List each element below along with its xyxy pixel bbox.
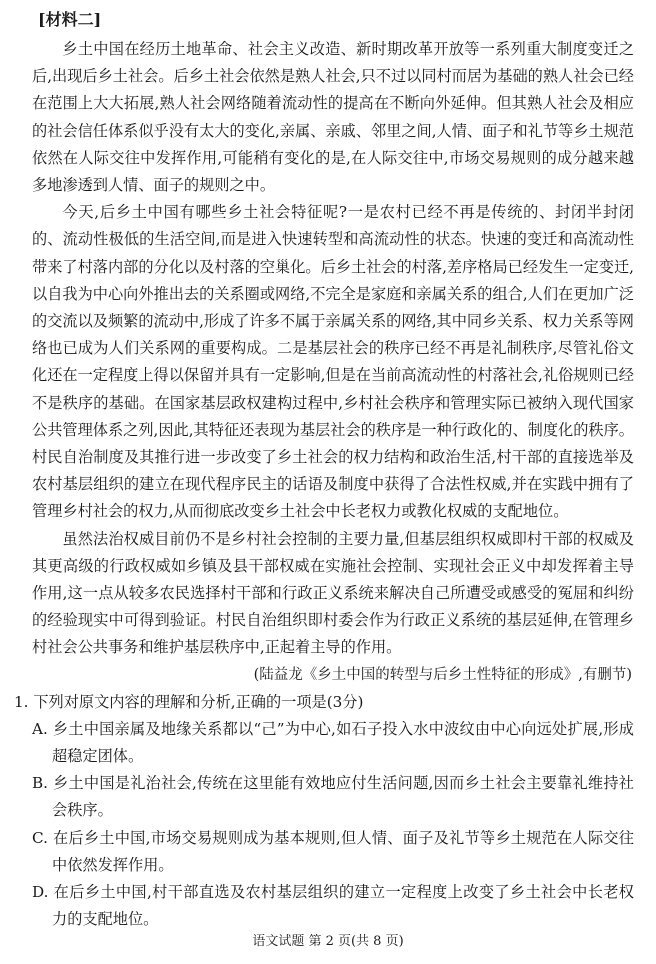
option-d: D. 在后乡土中国,村干部直选及农村基层组织的建立一定程度上改变了乡土社会中长老权力的支配地位。 <box>32 883 634 929</box>
option-b: B. 乡土中国是礼治社会,传统在这里能有效地应付生活问题,因而乡土社会主要靠礼维持社会秩序。 <box>32 774 634 820</box>
source-citation: (陆益龙《乡土中国的转型与后乡土性特征的形成》,有删节) <box>253 666 632 683</box>
paragraph-3: 虽然法治权威目前仍不是乡村社会控制的主要力量,但基层组织权威即村干部的权威及其更高级的行政权威如乡镇及县干部权威在实施社会控制、实现社会正义中却发挥着主导作用,这一点从较多农民选择村干部和行政正义系统来解决自己所遭受或感受的冤屈和纠纷的经验现实中可得到验证。村民自治组织即村委会作为行政正义系统的基层延伸,在管理乡村社会公共事务和维护基层秩序中,正起着主导的作用。 <box>32 529 634 657</box>
material-label: [材料二] <box>38 10 102 29</box>
paragraph-2: 今天,后乡土中国有哪些乡土社会特征呢?一是农村已经不再是传统的、封闭半封闭的、流动性极低的生活空间,而是进入快速转型和高流动性的状态。快速的变迁和高流动性带来了村落内部的分化以及村落的空巢化。后乡土社会的村落,差序格局已经发生一定变迁,以自我为中心向外推出去的关系圈或网络,不完全是家庭和亲属关系的组合,人们在更加广泛的交流以及频繁的流动中,形成了许多不属于亲属关系的网络,其中同乡关系、权力关系等网络也已成为人们关系网的重要构成。二是基层社会的秩序已经不再是礼制秩序,尽管礼俗文化还在一定程度上得以保留并具有一定影响,但是在当前高流动性的村落社会,礼俗规则已经不是秩序的基础。在国家基层政权建构过程中,乡村社会秩序和管理实际已被纳入现代国家公共管理体系之列,因此,其特征还表现为基层社会的秩序是一种行政化的、制度化的秩序。村民自治制度及其推行进一步改变了乡土社会的权力结构和政治生活,村干部的直接选举及农村基层组织的建立在现代程序民主的话语及制度中获得了合法性权威,并在实践中拥有了管理乡村社会的权力,从而彻底改变乡土社会中长老权力或教化权威的支配地位。 <box>32 203 634 521</box>
paragraph-1: 乡土中国在经历土地革命、社会主义改造、新时期改革开放等一系列重大制度变迁之后,出现后乡土社会。后乡土社会依然是熟人社会,只不过以同村而居为基础的熟人社会已经在范围上大大拓展,熟人社会网络随着流动性的提高在不断向外延伸。但其熟人社会及相应的社会信任体系似乎没有太大的变化,亲属、亲戚、邻里之间,人情、面子和礼节等乡土规范依然在人际交往中发挥作用,可能稍有变化的是,在人际交往中,市场交易规则的成分越来越多地渗透到人情、面子的规则之中。 <box>32 40 634 195</box>
option-a: A. 乡土中国亲属及地缘关系都以“己”为中心,如石子投入水中波纹由中心向远处扩展,形成超稳定团体。 <box>32 719 634 766</box>
question-stem: 1. 下列对原文内容的理解和分析,正确的一项是(3分) <box>14 692 364 711</box>
page-footer: 语文试题 第 2 页(共 8 页) <box>252 934 404 949</box>
option-c: C. 在后乡土中国,市场交易规则成为基本规则,但人情、面子及礼节等乡土规范在人际交往中依然发挥作用。 <box>32 828 634 874</box>
